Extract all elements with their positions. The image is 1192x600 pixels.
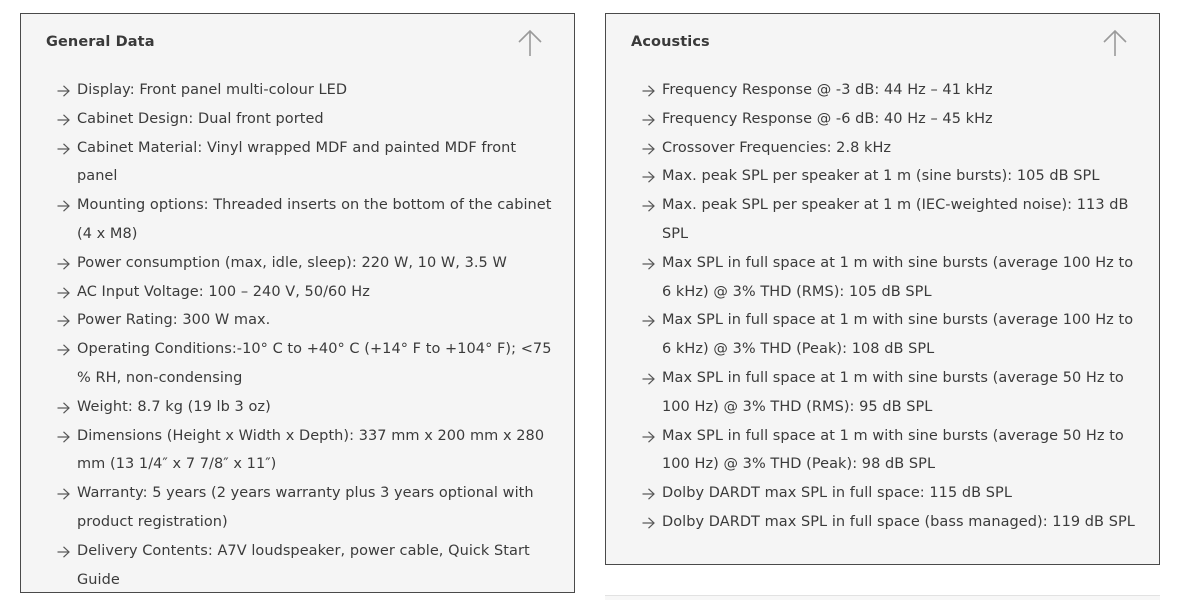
acoustics-spec-list	[642, 76, 1137, 537]
arrow-right-icon	[57, 344, 70, 356]
spec-item-text: Warranty: 5 years (2 years warranty plus 3 years optional with product registration)	[77, 485, 534, 530]
spec-item	[57, 537, 552, 595]
arrow-right-icon	[642, 200, 655, 212]
spec-item-text: Weight: 8.7 kg (19 lb 3 oz)	[77, 398, 271, 415]
spec-item	[642, 364, 1137, 422]
spec-item-text: Max SPL in full space at 1 m with sine bursts (average 50 Hz to 100 Hz) @ 3% THD (RMS): 95 dB SPL	[662, 369, 1124, 415]
arrow-right-icon	[57, 315, 70, 327]
spec-item	[642, 191, 1137, 249]
spec-item-text: Dolby DARDT max SPL in full space (bass managed): 119 dB SPL	[662, 513, 1135, 530]
spec-item	[57, 422, 552, 480]
spec-item	[642, 306, 1137, 364]
arrow-right-icon	[57, 258, 70, 270]
spec-item-text: Power consumption (max, idle, sleep): 220 W, 10 W, 3.5 W	[77, 254, 507, 271]
spec-item-text: Cabinet Design: Dual front ported	[77, 110, 324, 127]
general-data-panel	[20, 13, 575, 593]
arrow-right-icon	[57, 488, 70, 500]
arrow-right-icon	[642, 488, 655, 500]
arrow-right-icon	[57, 287, 70, 299]
spec-item	[57, 134, 552, 192]
spec-item	[642, 134, 1137, 163]
spec-item-text: Max SPL in full space at 1 m with sine bursts (average 50 Hz to 100 Hz) @ 3% THD (Peak): 98 dB SPL	[662, 427, 1124, 473]
collapse-button[interactable]	[516, 28, 544, 58]
acoustics-panel	[605, 13, 1160, 565]
spec-item-text: Power Rating: 300 W max.	[77, 312, 271, 329]
spec-item-text: Frequency Response @ -3 dB: 44 Hz – 41 kHz	[662, 82, 993, 98]
arrow-right-icon	[57, 114, 70, 126]
spec-item	[642, 422, 1137, 480]
arrow-right-icon	[642, 373, 655, 385]
arrow-up-icon	[1101, 28, 1129, 58]
next-panel-edge	[605, 595, 1160, 600]
spec-item-text: Mounting options: Threaded inserts on the bottom of the cabinet (4 x M8)	[77, 197, 552, 242]
panel-header[interactable]	[21, 14, 574, 74]
panel-title: General Data	[46, 34, 155, 50]
spec-item	[57, 249, 552, 278]
spec-item	[57, 306, 552, 335]
arrow-right-icon	[57, 546, 70, 558]
arrow-right-icon	[642, 517, 655, 529]
arrow-right-icon	[642, 431, 655, 443]
arrow-right-icon	[57, 402, 70, 414]
spec-item	[57, 479, 552, 537]
spec-item-text: Delivery Contents: A7V loudspeaker, power cable, Quick Start Guide	[77, 542, 530, 588]
spec-item-text: Max. peak SPL per speaker at 1 m (IEC-weighted noise): 113 dB SPL	[662, 197, 1129, 242]
spec-item	[642, 105, 1137, 134]
arrow-right-icon	[642, 143, 655, 155]
spec-item	[57, 335, 552, 393]
spec-item	[642, 508, 1137, 537]
spec-item-text: Max. peak SPL per speaker at 1 m (sine bursts): 105 dB SPL	[662, 168, 1100, 185]
spec-item-text: AC Input Voltage: 100 – 240 V, 50/60 Hz	[77, 283, 370, 300]
panel-header[interactable]	[606, 14, 1159, 74]
spec-item	[57, 76, 552, 105]
arrow-right-icon	[642, 114, 655, 126]
arrow-right-icon	[57, 200, 70, 212]
spec-item	[642, 249, 1137, 307]
general-spec-list	[57, 76, 552, 594]
spec-item-text: Frequency Response @ -6 dB: 40 Hz – 45 kHz	[662, 110, 993, 127]
spec-item	[57, 105, 552, 134]
collapse-button[interactable]	[1101, 28, 1129, 58]
spec-item-text: Dimensions (Height x Width x Depth): 337 mm x 200 mm x 280 mm (13 1/4″ x 7 7/8″ x 11″)	[77, 427, 545, 473]
spec-item-text: Display: Front panel multi-colour LED	[77, 82, 348, 98]
spec-item	[642, 76, 1137, 105]
panel-title: Acoustics	[631, 34, 710, 50]
spec-item	[642, 479, 1137, 508]
arrow-right-icon	[57, 431, 70, 443]
spec-item	[57, 278, 552, 307]
arrow-right-icon	[642, 258, 655, 270]
spec-item-text: Crossover Frequencies: 2.8 kHz	[662, 139, 892, 156]
spec-item-text: Cabinet Material: Vinyl wrapped MDF and painted MDF front panel	[77, 139, 517, 185]
spec-item	[57, 393, 552, 422]
spec-item	[642, 162, 1137, 191]
spec-item-text: Operating Conditions:-10° C to +40° C (+14° F to +104° F); <75 % RH, non-condensing	[77, 341, 552, 386]
spec-item-text: Dolby DARDT max SPL in full space: 115 dB SPL	[662, 485, 1012, 502]
arrow-up-icon	[516, 28, 544, 58]
arrow-right-icon	[642, 171, 655, 183]
spec-item	[57, 191, 552, 249]
arrow-right-icon	[642, 85, 655, 97]
arrow-right-icon	[642, 315, 655, 327]
spec-item-text: Max SPL in full space at 1 m with sine bursts (average 100 Hz to 6 kHz) @ 3% THD (Peak): 108 dB SPL	[662, 312, 1134, 358]
spec-item-text: Max SPL in full space at 1 m with sine bursts (average 100 Hz to 6 kHz) @ 3% THD (RMS): 105 dB SPL	[662, 254, 1134, 300]
arrow-right-icon	[57, 143, 70, 155]
arrow-right-icon	[57, 85, 70, 97]
